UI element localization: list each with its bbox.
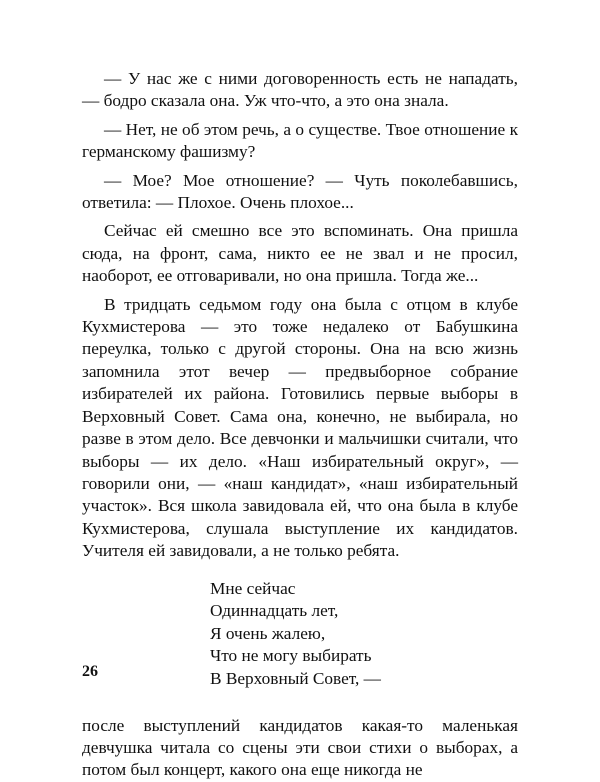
poem-line: Мне сейчас — [210, 578, 296, 598]
paragraph: — Мое? Мое отношение? — Чуть поколебавшись, ответила: — Плохое. Очень плохое... — [82, 170, 518, 213]
book-page — [82, 68, 518, 782]
paragraph: — У нас же с ними договоренность есть не нападать, — бодро сказала она. Уж что-что, а это она знала. — [82, 69, 518, 111]
paragraph: В тридцать седьмом году она была с отцом в клубе Кухмистерова — это тоже недалеко от Бабушкина переулка, только с другой стороны. Она на всю жизнь запомнила этот вечер — предвыборное собрание избирателей их района. Готовились первые выборы в Верховный Совет. Сама она, конечно, не выбирала, но разве в этом дело. Все девчонки и мальчишки считали, что выборы — их дело. «Наш избирательный округ», — говорили они, — «наш кандидат», «наш избирательный участок». Вся школа завидовала ей, что она была в клубе Кухмистерова, слушала выступление их кандидатов. Учителя ей завидовали, а не только ребята. — [82, 294, 518, 561]
poem-line: Что не могу выбирать — [210, 646, 372, 666]
poem-line: В Верховный Совет, — — [210, 668, 381, 688]
paragraph: Сейчас ей смешно все это вспоминать. Она пришла сюда, на фронт, сама, никто ее не звал и не просил, наоборот, ее отговаривали, но она пришла. Тогда же... — [82, 221, 518, 286]
poem — [210, 578, 518, 691]
page-number: 26 — [82, 663, 98, 680]
poem-line: Я очень жалею, — [210, 623, 326, 643]
paragraph: — Нет, не об этом речь, а о существе. Твое отношение к германскому фашизму? — [82, 119, 518, 162]
poem-line: Одиннадцать лет, — [210, 601, 339, 621]
paragraph-continuation: после выступлений кандидатов какая-то маленькая девчушка читала со сцены эти свои стихи о выборах, а потом был концерт, какого она еще никогда не — [82, 715, 518, 780]
